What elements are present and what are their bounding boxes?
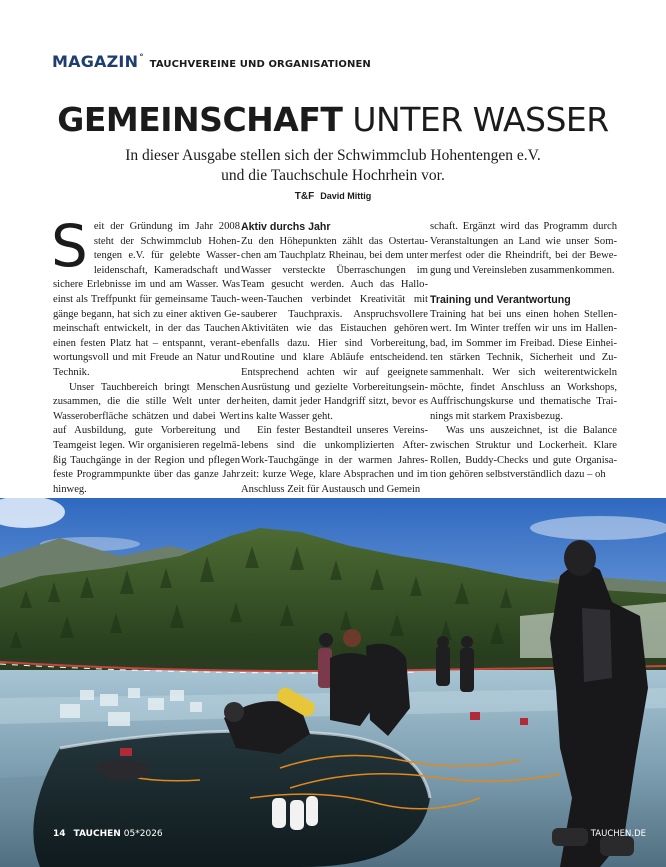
lead-line-1: In dieser Ausgabe stellen sich der Schwimmclub Hohentengen e.V. [125, 147, 541, 164]
magazine-label: MAGAZIN [52, 52, 139, 71]
footer-issue: 05*2026 [123, 829, 163, 839]
byline-label: T&F [294, 191, 315, 202]
drop-cap: S [51, 212, 88, 280]
column3-paragraph-0: schaft. Ergänzt wird das Programm durch Veranstaltungen an Land wie unser Sommerfest oder die Rheindrift, bei der Bewegung und Vereinsleben zusammenkommen. [430, 221, 617, 276]
column1-paragraph-1 [51, 212, 240, 381]
section-label: TAUCHVEREINE UND ORGANISATIONEN [149, 59, 371, 70]
column2-paragraph-2: Ein fester Bestandteil unseres Vereinslebens sind die unkomplizierten After-Work-Tauchgänge in der warmen Jahreszeit: kurze Wege, klare Absprachen und im Anschluss Zeit für Austausch und Gemein [241, 425, 428, 495]
column2-paragraph-1: Zu den Höhepunkten zählt das Ostertauchen am Tauchplatz Rheinau, bei dem unter Wasser versteckte Überraschungen im Team gesucht werden. Auch das Halloween-Tauchen verbindet Kreativität mit sauberer Tauchpraxis. Anspruchsvollere Aktivitäten wie das Eistauchen gehören ebenfalls dazu. Hier sind Vorbereitung, Routine und klare Abläufe entscheidend. Entsprechend achten wir auf geeignete Ausrüstung und gezielte Vorbereitungseinheiten, damit jeder Handgriff sitzt, bevor es ins kalte Wasser geht. [241, 235, 428, 422]
cloud [530, 516, 666, 540]
text-column-2 [241, 220, 428, 497]
column3-paragraph-2: Was uns auszeichnet, ist die Balance zwischen Struktur und Lockerheit. Klare Rollen, Buddy-Checks und gute Organisation gehören selbstverständlich dazu – oh [430, 425, 617, 481]
byline-author: David Mittig [320, 191, 372, 201]
text-column-3 [430, 220, 617, 483]
title-light: UNTER WASSER [352, 100, 609, 139]
scuba-tanks [272, 796, 318, 830]
footer-brand: TAUCHEN [73, 829, 121, 839]
page-number: 14 [53, 829, 66, 839]
column3-heading: Training und Verantwortung [430, 293, 571, 306]
ice-diving-photo [0, 498, 666, 867]
title-bold: GEMEINSCHAFT [57, 100, 343, 139]
article-title [0, 100, 666, 140]
column2-heading: Aktiv durchs Jahr [241, 221, 331, 233]
magazine-header [52, 52, 371, 70]
dive-hole [33, 731, 430, 867]
text-column-1 [51, 212, 240, 497]
column1-paragraph-1-text: eit der Gründung im Jahr 2008 steht der Schwimmclub Hohentengen e.V. für gelebte Wasserleidenschaft, Kameradschaft und sichere Erlebnisse im und am Wasser. Was einst als Treffpunkt für gemeinsame Tauchgänge begann, hat sich zu einer aktiven Gemeinschaft entwickelt, in der das Tauchen einen festen Platz hat – entspannt, verantwortungsvoll und mit Freude an Natur und Technik. [53, 221, 240, 378]
byline [0, 191, 666, 202]
lead-line-2: und die Tauchschule Hochrhein vor. [221, 166, 445, 184]
column3-spacer [430, 278, 617, 293]
footer-url: TAUCHEN.DE [590, 829, 646, 839]
diver-harness [582, 608, 612, 682]
column1-paragraph-2: Unser Tauchbereich bringt Menschen zusammen, die die stille Welt unter der Wasseroberfläche schätzen und dabei Wert auf Ausbildung, gute Vorbereitung und Teamgeist legen. Wir organisieren regelmäßig Tauchgänge in der Region und pflegen feste Programmpunkte über das ganze Jahr hinweg. [53, 381, 240, 495]
column3-paragraph-1: Training hat bei uns einen hohen Stellenwert. Im Winter treffen wir uns im Hallenbad, im Sommer im Freibad. Diese Einheiten stärken Technik, Sicherheit und Zusammenhalt. Wer sich weiterentwickeln möchte, findet Anschluss an Workshops, Auffrischungskurse und thematische Trainings mit starkem Praxisbezug. [430, 308, 617, 422]
page-footer [53, 829, 163, 839]
magazine-mark: ° [139, 53, 144, 63]
article-lead [0, 146, 666, 185]
